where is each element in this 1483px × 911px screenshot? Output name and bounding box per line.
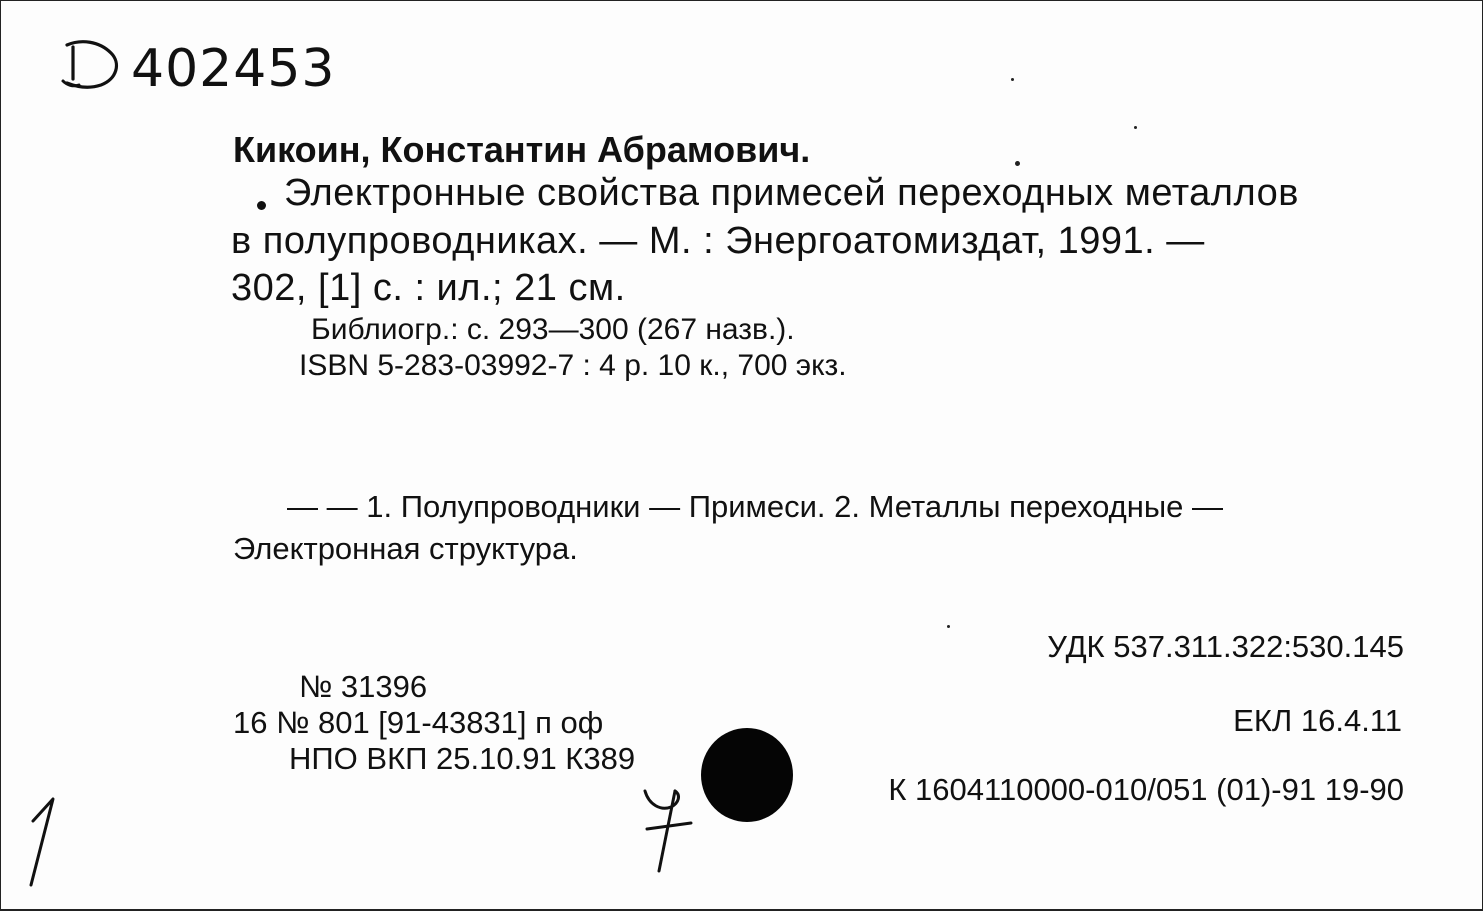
- speck: [947, 625, 950, 628]
- ink-blot: [701, 728, 793, 822]
- bottom-mark-text: [1, 1, 2, 2]
- npo-line: НПО ВКП 25.10.91 К389: [289, 741, 636, 776]
- handwritten-mark-7: [631, 781, 711, 881]
- catalog-number: 402453: [131, 39, 336, 99]
- udk-code: УДК 537.311.322:530.145: [1047, 629, 1404, 664]
- author-heading: Кикоин, Константин Абрамович.: [233, 129, 811, 170]
- subjects-line-1: — — 1. Полупроводники — Примеси. 2. Металлы переходные —: [287, 489, 1224, 524]
- title-line-2: в полупроводниках. — М. : Энергоатомиздат, 1991. —: [231, 220, 1205, 262]
- speck: [1011, 78, 1014, 81]
- handwritten-mark-1: [21, 791, 71, 891]
- title-bullet: [257, 201, 266, 210]
- price-code: К 1604110000-010/051 (01)-91 19-90: [888, 772, 1404, 807]
- isbn-line: ISBN 5-283-03992-7 : 4 р. 10 к., 700 экз.: [299, 349, 847, 382]
- handwritten-d-mark: [59, 35, 129, 95]
- bibliography-note: Библиогр.: с. 293—300 (267 назв.).: [311, 313, 795, 346]
- title-line-1: Электронные свойства примесей переходных металлов: [284, 172, 1299, 214]
- subjects-line-2: Электронная структура.: [233, 531, 578, 566]
- speck: [1134, 126, 1137, 129]
- card-number: № 31396: [299, 669, 428, 704]
- order-line: 16 № 801 [91-43831] п оф: [233, 705, 604, 740]
- ekl-code: ЕКЛ 16.4.11: [1233, 703, 1402, 738]
- title-line-3: 302, [1] с. : ил.; 21 см.: [231, 267, 626, 309]
- speck: [1015, 161, 1020, 166]
